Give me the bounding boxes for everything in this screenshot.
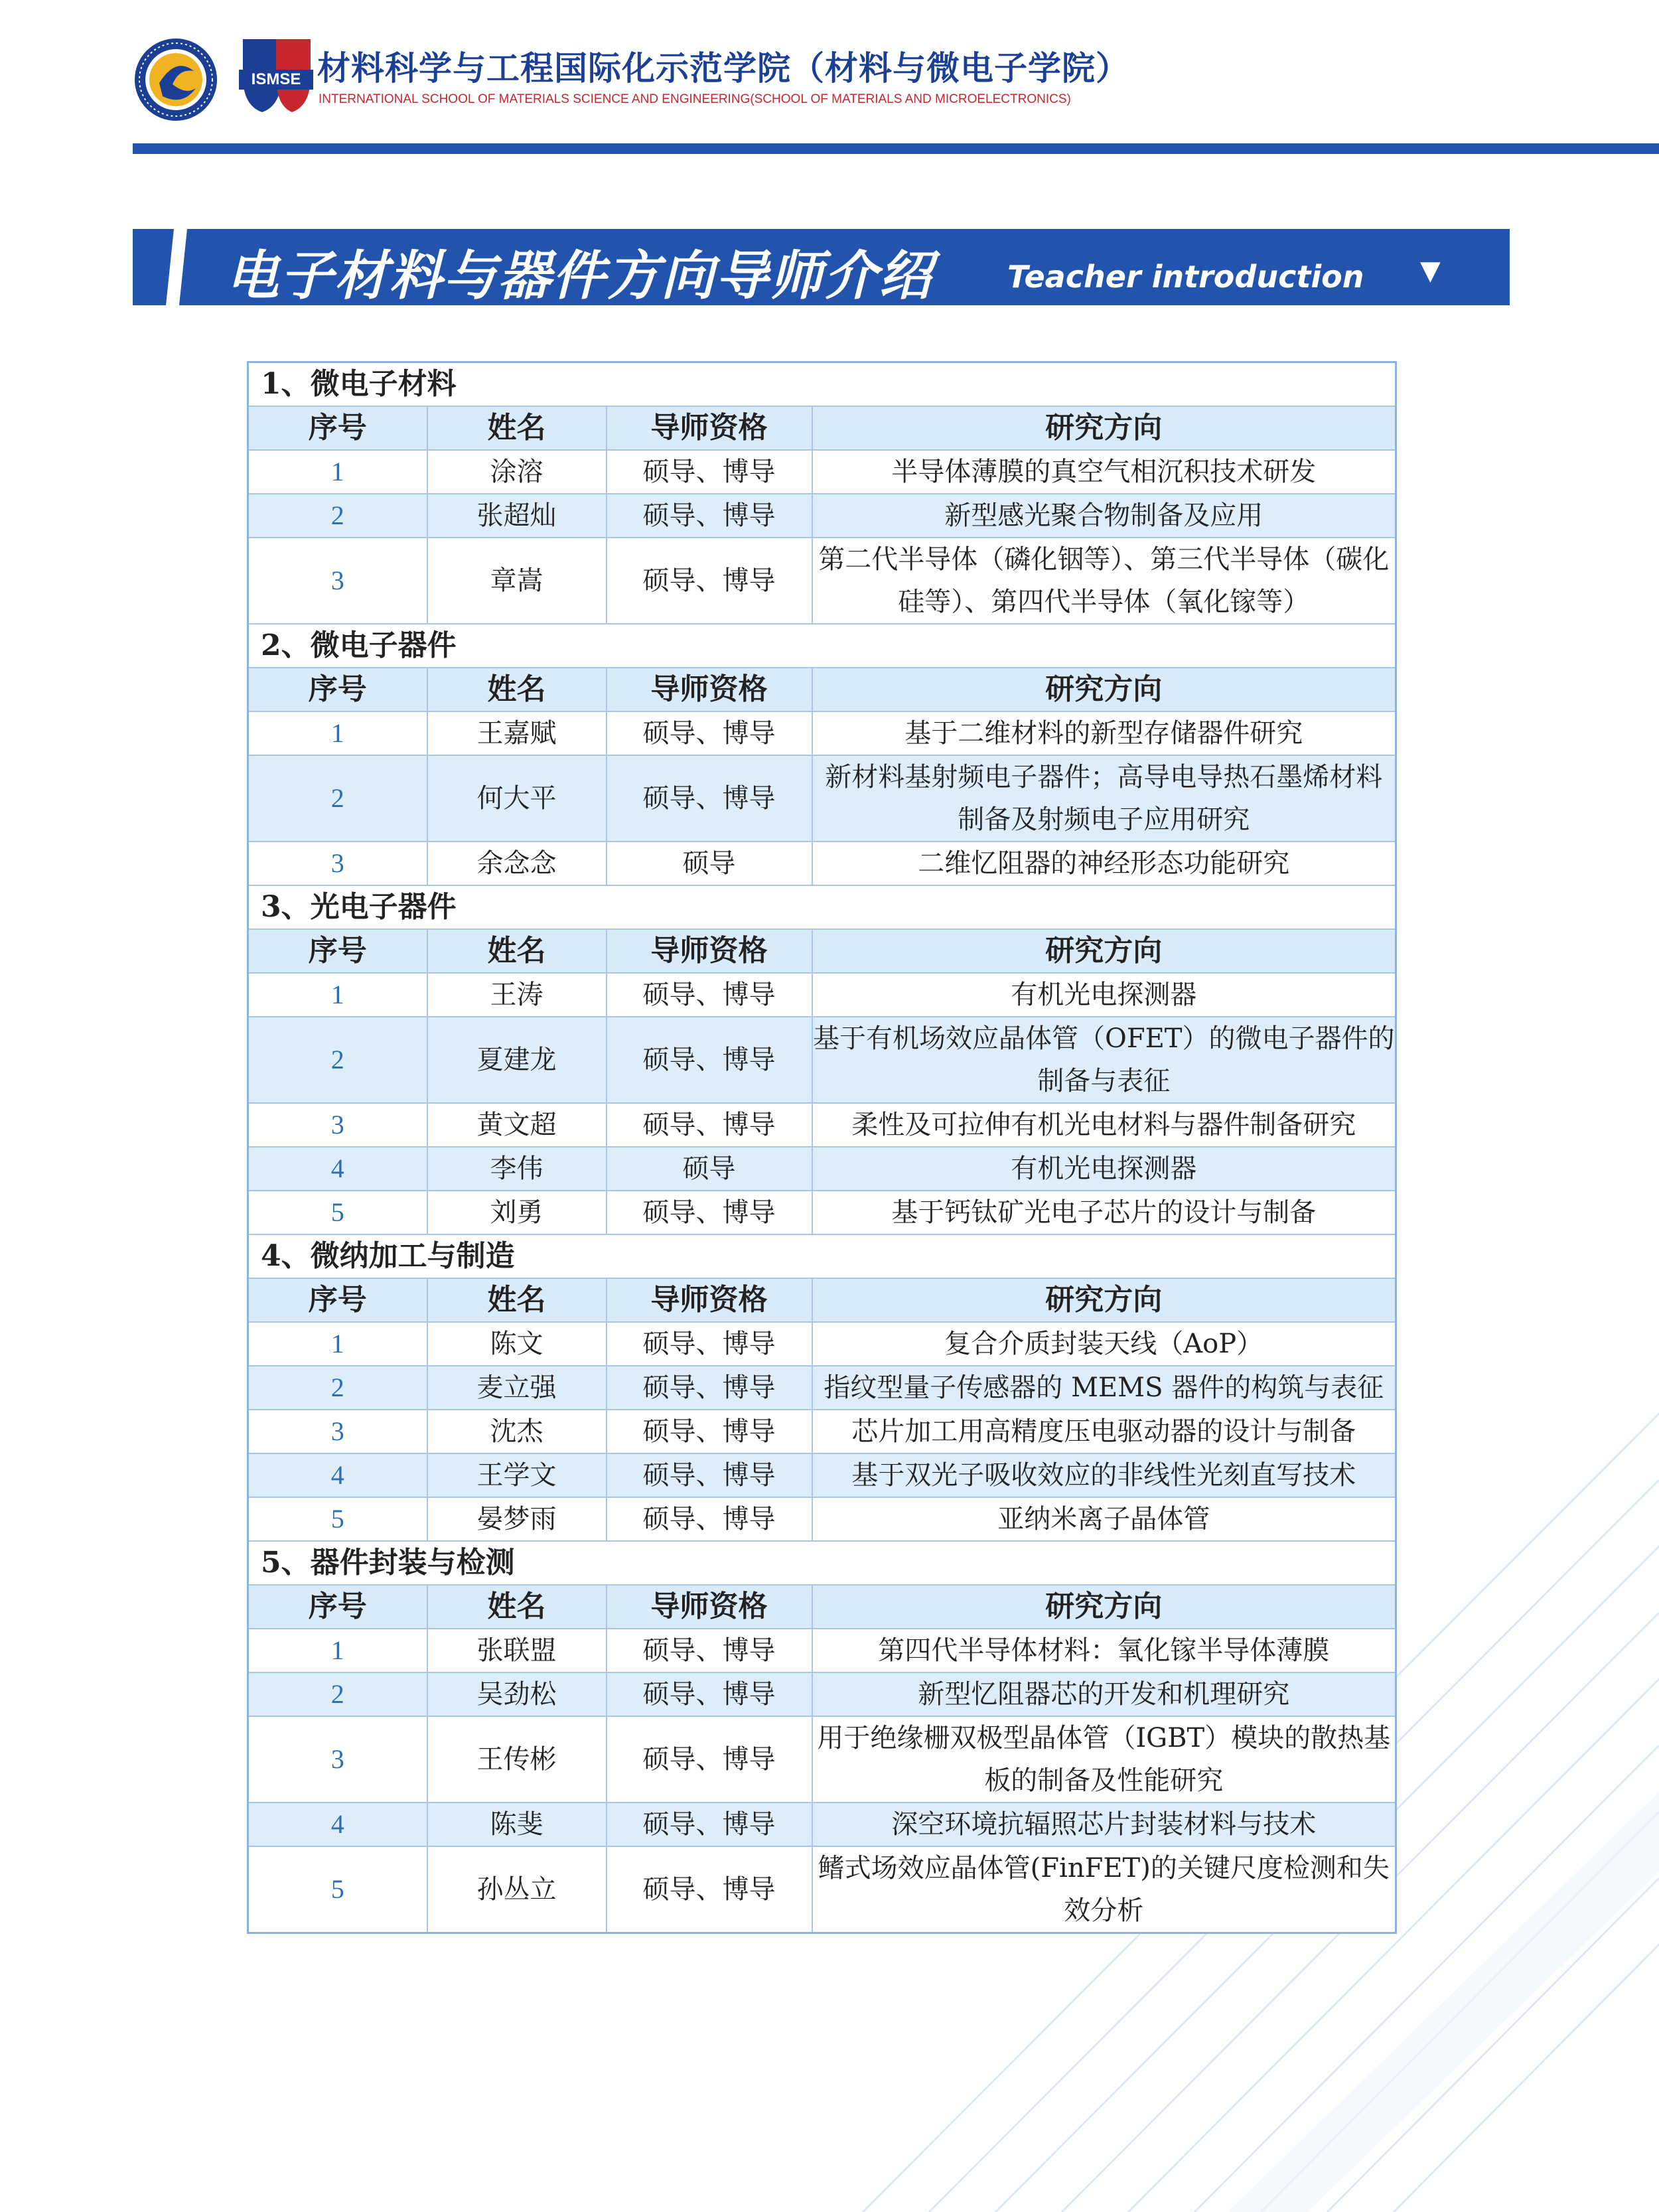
ismse-logo-text: ISMSE: [251, 70, 301, 88]
research-direction: 芯片加工用高精度压电驱动器的设计与制备: [812, 1410, 1396, 1453]
triangle-down-icon: ▼: [1420, 256, 1441, 286]
tutor-table: [247, 361, 1397, 1934]
table-row: [248, 1803, 1396, 1846]
research-direction: 鳍式场效应晶体管(FinFET)的关键尺度检测和失效分析: [812, 1846, 1396, 1933]
research-direction: 新材料基射频电子器件；高导电导热石墨烯材料制备及射频电子应用研究: [812, 755, 1396, 842]
tutor-name: 涂溶: [427, 450, 607, 494]
table-row: [248, 973, 1396, 1017]
header-index: 序号: [248, 668, 427, 711]
section-title-row: [248, 624, 1396, 668]
table-row: [248, 1322, 1396, 1366]
section-title: 5、器件封装与检测: [248, 1541, 1396, 1585]
table-row: [248, 494, 1396, 538]
table-row: [248, 1846, 1396, 1933]
row-index: 1: [248, 450, 427, 494]
section-title-row: [248, 885, 1396, 929]
school-name-en: INTERNATIONAL SCHOOL OF MATERIALS SCIENCE AND ENGINEERING(SCHOOL OF MATERIALS AND MICROELECTRONICS): [319, 92, 1071, 106]
tutor-qualification: 硕导、博导: [607, 494, 812, 538]
tutor-name: 王嘉赋: [427, 711, 607, 755]
tutor-name: 王传彬: [427, 1716, 607, 1803]
row-index: 2: [248, 1366, 427, 1410]
tutor-name: 黄文超: [427, 1103, 607, 1147]
table-row: [248, 1103, 1396, 1147]
row-index: 1: [248, 711, 427, 755]
row-index: 3: [248, 1410, 427, 1453]
tutor-name: 张超灿: [427, 494, 607, 538]
row-index: 5: [248, 1846, 427, 1933]
header-name: 姓名: [427, 929, 607, 973]
section-banner: [133, 229, 1510, 305]
tutor-qualification: 硕导、博导: [607, 1103, 812, 1147]
section-title: 4、微纳加工与制造: [248, 1234, 1396, 1278]
table-row: [248, 450, 1396, 494]
header-name: 姓名: [427, 1585, 607, 1629]
header-qualification: 导师资格: [607, 406, 812, 450]
tutor-qualification: 硕导、博导: [607, 1672, 812, 1716]
section-title-row: [248, 1541, 1396, 1585]
tutor-name: 章嵩: [427, 538, 607, 624]
table-row: [248, 1147, 1396, 1191]
tutor-name: 孙丛立: [427, 1846, 607, 1933]
header-index: 序号: [248, 1278, 427, 1322]
row-index: 3: [248, 842, 427, 885]
section-title: 1、微电子材料: [248, 362, 1396, 407]
section-title: 3、光电子器件: [248, 885, 1396, 929]
research-direction: 基于钙钛矿光电子芯片的设计与制备: [812, 1191, 1396, 1234]
tutor-name: 余念念: [427, 842, 607, 885]
table-row: [248, 1017, 1396, 1103]
section-title-row: [248, 362, 1396, 407]
header-qualification: 导师资格: [607, 668, 812, 711]
tutor-name: 陈斐: [427, 1803, 607, 1846]
university-seal-logo: [133, 37, 219, 123]
school-name-cn: 材料科学与工程国际化示范学院（材料与微电子学院）: [317, 49, 1129, 88]
row-index: 1: [248, 1629, 427, 1672]
row-index: 4: [248, 1453, 427, 1497]
tutor-name: 陈文: [427, 1322, 607, 1366]
banner-title: 电子材料与器件方向导师介绍: [226, 245, 933, 307]
row-index: 5: [248, 1191, 427, 1234]
table-header-row: [248, 406, 1396, 450]
research-direction: 指纹型量子传感器的 MEMS 器件的构筑与表征: [812, 1366, 1396, 1410]
row-index: 3: [248, 1103, 427, 1147]
research-direction: 基于二维材料的新型存储器件研究: [812, 711, 1396, 755]
table-header-row: [248, 929, 1396, 973]
research-direction: 二维忆阻器的神经形态功能研究: [812, 842, 1396, 885]
table-row: [248, 1191, 1396, 1234]
header-name: 姓名: [427, 1278, 607, 1322]
header-research-direction: 研究方向: [812, 929, 1396, 973]
header-qualification: 导师资格: [607, 1278, 812, 1322]
tutor-qualification: 硕导、博导: [607, 1366, 812, 1410]
table-row: [248, 1716, 1396, 1803]
table-row: [248, 1497, 1396, 1541]
research-direction: 有机光电探测器: [812, 1147, 1396, 1191]
tutor-qualification: 硕导、博导: [607, 450, 812, 494]
row-index: 1: [248, 1322, 427, 1366]
tutor-name: 吴劲松: [427, 1672, 607, 1716]
row-index: 3: [248, 538, 427, 624]
row-index: 2: [248, 755, 427, 842]
tutor-qualification: 硕导、博导: [607, 1846, 812, 1933]
research-direction: 亚纳米离子晶体管: [812, 1497, 1396, 1541]
header-qualification: 导师资格: [607, 1585, 812, 1629]
tutor-qualification: 硕导、博导: [607, 755, 812, 842]
header-index: 序号: [248, 406, 427, 450]
tutor-name: 沈杰: [427, 1410, 607, 1453]
row-index: 2: [248, 1672, 427, 1716]
tutor-qualification: 硕导: [607, 1147, 812, 1191]
section-title: 2、微电子器件: [248, 624, 1396, 668]
tutor-qualification: 硕导、博导: [607, 1017, 812, 1103]
header-divider: [133, 143, 1659, 154]
banner-subtitle: Teacher introduction: [1007, 259, 1364, 295]
tutor-qualification: 硕导、博导: [607, 1497, 812, 1541]
table-row: [248, 1629, 1396, 1672]
tutor-qualification: 硕导、博导: [607, 1191, 812, 1234]
tutor-name: 李伟: [427, 1147, 607, 1191]
table-header-row: [248, 668, 1396, 711]
tutor-qualification: 硕导、博导: [607, 973, 812, 1017]
tutor-qualification: 硕导: [607, 842, 812, 885]
row-index: 2: [248, 494, 427, 538]
research-direction: 有机光电探测器: [812, 973, 1396, 1017]
tutor-name: 夏建龙: [427, 1017, 607, 1103]
header-index: 序号: [248, 929, 427, 973]
table-row: [248, 1453, 1396, 1497]
tutor-qualification: 硕导、博导: [607, 538, 812, 624]
tutor-qualification: 硕导、博导: [607, 1629, 812, 1672]
research-direction: 新型感光聚合物制备及应用: [812, 494, 1396, 538]
tutor-name: 晏梦雨: [427, 1497, 607, 1541]
page-header: [133, 37, 1659, 123]
table-header-row: [248, 1278, 1396, 1322]
tutor-qualification: 硕导、博导: [607, 1410, 812, 1453]
header-name: 姓名: [427, 406, 607, 450]
research-direction: 深空环境抗辐照芯片封装材料与技术: [812, 1803, 1396, 1846]
research-direction: 复合介质封装天线（AoP）: [812, 1322, 1396, 1366]
research-direction: 用于绝缘栅双极型晶体管（IGBT）模块的散热基板的制备及性能研究: [812, 1716, 1396, 1803]
research-direction: 基于双光子吸收效应的非线性光刻直写技术: [812, 1453, 1396, 1497]
row-index: 5: [248, 1497, 427, 1541]
header-index: 序号: [248, 1585, 427, 1629]
research-direction: 基于有机场效应晶体管（OFET）的微电子器件的制备与表征: [812, 1017, 1396, 1103]
table-row: [248, 711, 1396, 755]
tutor-qualification: 硕导、博导: [607, 1716, 812, 1803]
row-index: 4: [248, 1147, 427, 1191]
tutor-qualification: 硕导、博导: [607, 1453, 812, 1497]
tutor-name: 张联盟: [427, 1629, 607, 1672]
header-name: 姓名: [427, 668, 607, 711]
research-direction: 第二代半导体（磷化铟等）、第三代半导体（碳化硅等）、第四代半导体（氧化镓等）: [812, 538, 1396, 624]
header-research-direction: 研究方向: [812, 668, 1396, 711]
table-row: [248, 842, 1396, 885]
header-qualification: 导师资格: [607, 929, 812, 973]
tutor-name: 王涛: [427, 973, 607, 1017]
table-row: [248, 1672, 1396, 1716]
research-direction: 新型忆阻器芯的开发和机理研究: [812, 1672, 1396, 1716]
header-research-direction: 研究方向: [812, 1585, 1396, 1629]
tutor-qualification: 硕导、博导: [607, 711, 812, 755]
research-direction: 半导体薄膜的真空气相沉积技术研发: [812, 450, 1396, 494]
header-research-direction: 研究方向: [812, 406, 1396, 450]
research-direction: 柔性及可拉伸有机光电材料与器件制备研究: [812, 1103, 1396, 1147]
table-header-row: [248, 1585, 1396, 1629]
section-title-row: [248, 1234, 1396, 1278]
table-row: [248, 755, 1396, 842]
row-index: 2: [248, 1017, 427, 1103]
tutor-name: 刘勇: [427, 1191, 607, 1234]
tutor-qualification: 硕导、博导: [607, 1803, 812, 1846]
tutor-name: 王学文: [427, 1453, 607, 1497]
tutor-qualification: 硕导、博导: [607, 1322, 812, 1366]
table-row: [248, 538, 1396, 624]
ismse-logo: [239, 37, 313, 115]
tutor-name: 何大平: [427, 755, 607, 842]
row-index: 3: [248, 1716, 427, 1803]
table-row: [248, 1366, 1396, 1410]
header-research-direction: 研究方向: [812, 1278, 1396, 1322]
table-row: [248, 1410, 1396, 1453]
row-index: 1: [248, 973, 427, 1017]
tutor-name: 麦立强: [427, 1366, 607, 1410]
row-index: 4: [248, 1803, 427, 1846]
research-direction: 第四代半导体材料：氧化镓半导体薄膜: [812, 1629, 1396, 1672]
